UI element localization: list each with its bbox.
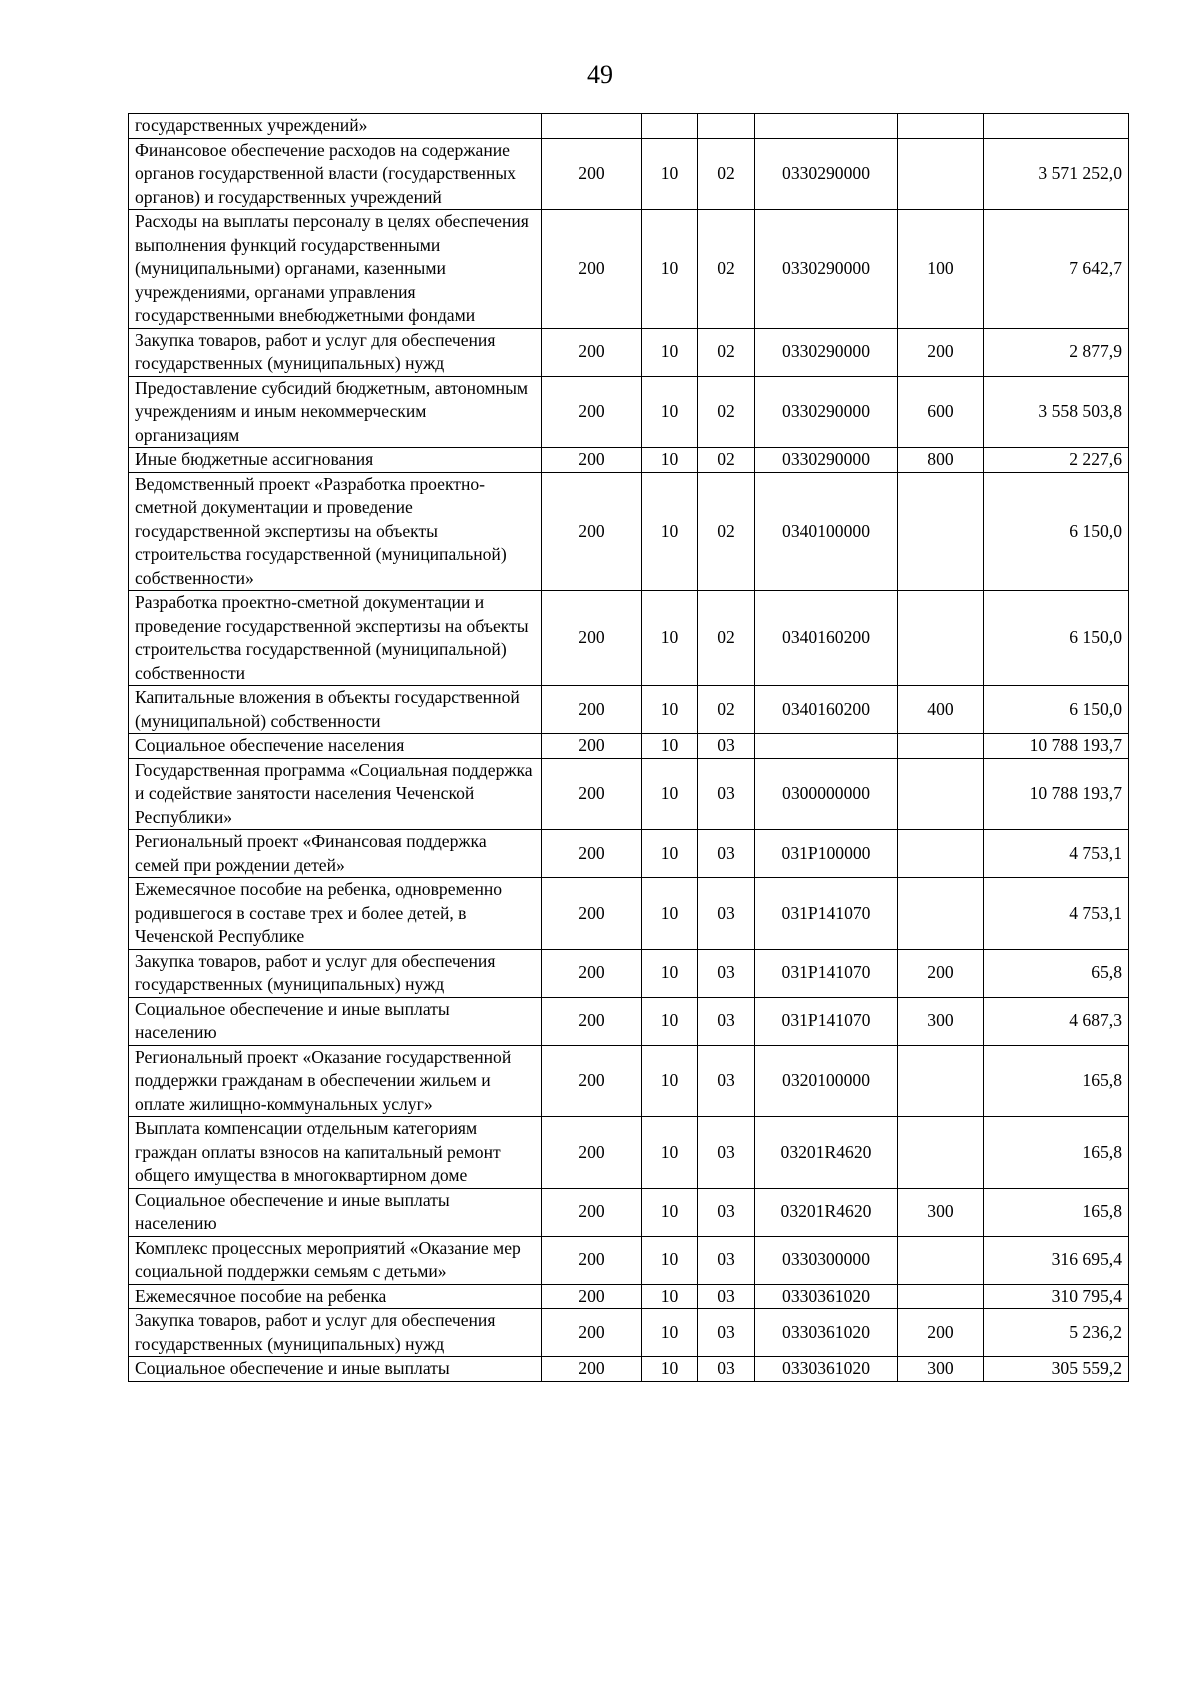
target-article-cell: 031P141070 bbox=[755, 997, 898, 1045]
section-code-cell: 10 bbox=[642, 328, 698, 376]
section-code-cell: 10 bbox=[642, 758, 698, 830]
target-article-cell: 031P100000 bbox=[755, 830, 898, 878]
section-code-cell bbox=[642, 114, 698, 139]
target-article-cell: 0330290000 bbox=[755, 138, 898, 210]
expense-type-cell: 400 bbox=[898, 686, 984, 734]
row-name-cell: Выплата компенсации отдельным категориям граждан оплаты взносов на капитальный ремонт общего имущества в многоквартирном доме bbox=[129, 1117, 542, 1189]
amount-cell: 4 753,1 bbox=[984, 830, 1129, 878]
row-name-cell: Разработка проектно-сметной документации и проведение государственной экспертизы на объекты строительства государственной (муниципальной) собственности bbox=[129, 591, 542, 686]
admin-code-cell: 200 bbox=[542, 878, 642, 950]
target-article-cell: 0340100000 bbox=[755, 472, 898, 591]
admin-code-cell: 200 bbox=[542, 686, 642, 734]
row-name-cell: Государственная программа «Социальная поддержка и содействие занятости населения Чеченской Республики» bbox=[129, 758, 542, 830]
table-row bbox=[129, 686, 1129, 734]
amount-cell: 2 227,6 bbox=[984, 448, 1129, 473]
row-name-cell: государственных учреждений» bbox=[129, 114, 542, 139]
target-article-cell bbox=[755, 114, 898, 139]
subsection-code-cell: 03 bbox=[698, 878, 755, 950]
amount-cell: 65,8 bbox=[984, 949, 1129, 997]
table-row bbox=[129, 114, 1129, 139]
expense-type-cell bbox=[898, 1117, 984, 1189]
table-row bbox=[129, 210, 1129, 329]
expense-type-cell: 200 bbox=[898, 1309, 984, 1357]
expense-type-cell bbox=[898, 1236, 984, 1284]
amount-cell: 10 788 193,7 bbox=[984, 734, 1129, 759]
table-row bbox=[129, 1188, 1129, 1236]
row-name-cell: Финансовое обеспечение расходов на содержание органов государственной власти (государственных органов) и государственных учреждений bbox=[129, 138, 542, 210]
expense-type-cell bbox=[898, 138, 984, 210]
admin-code-cell: 200 bbox=[542, 138, 642, 210]
table-row bbox=[129, 1309, 1129, 1357]
table-row bbox=[129, 949, 1129, 997]
section-code-cell: 10 bbox=[642, 138, 698, 210]
admin-code-cell: 200 bbox=[542, 734, 642, 759]
admin-code-cell: 200 bbox=[542, 997, 642, 1045]
amount-cell: 6 150,0 bbox=[984, 591, 1129, 686]
expense-type-cell: 300 bbox=[898, 1188, 984, 1236]
target-article-cell: 0330290000 bbox=[755, 210, 898, 329]
amount-cell: 6 150,0 bbox=[984, 472, 1129, 591]
table-row bbox=[129, 1357, 1129, 1382]
subsection-code-cell: 03 bbox=[698, 1309, 755, 1357]
target-article-cell: 0300000000 bbox=[755, 758, 898, 830]
row-name-cell: Социальное обеспечение и иные выплаты населению bbox=[129, 997, 542, 1045]
target-article-cell: 031P141070 bbox=[755, 878, 898, 950]
target-article-cell bbox=[755, 734, 898, 759]
subsection-code-cell: 03 bbox=[698, 1117, 755, 1189]
section-code-cell: 10 bbox=[642, 1284, 698, 1309]
amount-cell: 165,8 bbox=[984, 1117, 1129, 1189]
amount-cell: 7 642,7 bbox=[984, 210, 1129, 329]
admin-code-cell: 200 bbox=[542, 1309, 642, 1357]
target-article-cell: 0340160200 bbox=[755, 591, 898, 686]
expense-type-cell: 200 bbox=[898, 328, 984, 376]
subsection-code-cell: 02 bbox=[698, 210, 755, 329]
admin-code-cell: 200 bbox=[542, 1357, 642, 1382]
amount-cell: 4 753,1 bbox=[984, 878, 1129, 950]
amount-cell: 165,8 bbox=[984, 1045, 1129, 1117]
target-article-cell: 0330290000 bbox=[755, 328, 898, 376]
expense-type-cell bbox=[898, 1045, 984, 1117]
target-article-cell: 0330361020 bbox=[755, 1357, 898, 1382]
admin-code-cell: 200 bbox=[542, 830, 642, 878]
target-article-cell: 0320100000 bbox=[755, 1045, 898, 1117]
admin-code-cell: 200 bbox=[542, 472, 642, 591]
subsection-code-cell: 02 bbox=[698, 376, 755, 448]
table-row bbox=[129, 376, 1129, 448]
section-code-cell: 10 bbox=[642, 1045, 698, 1117]
subsection-code-cell: 03 bbox=[698, 830, 755, 878]
admin-code-cell: 200 bbox=[542, 1236, 642, 1284]
section-code-cell: 10 bbox=[642, 1309, 698, 1357]
target-article-cell: 03201R4620 bbox=[755, 1188, 898, 1236]
subsection-code-cell: 03 bbox=[698, 1284, 755, 1309]
row-name-cell: Капитальные вложения в объекты государственной (муниципальной) собственности bbox=[129, 686, 542, 734]
row-name-cell: Социальное обеспечение населения bbox=[129, 734, 542, 759]
amount-cell: 6 150,0 bbox=[984, 686, 1129, 734]
table-row bbox=[129, 472, 1129, 591]
amount-cell bbox=[984, 114, 1129, 139]
expense-type-cell bbox=[898, 830, 984, 878]
target-article-cell: 03201R4620 bbox=[755, 1117, 898, 1189]
table-row bbox=[129, 1117, 1129, 1189]
subsection-code-cell: 03 bbox=[698, 734, 755, 759]
row-name-cell: Социальное обеспечение и иные выплаты bbox=[129, 1357, 542, 1382]
row-name-cell: Ведомственный проект «Разработка проектно-сметной документации и проведение государственной экспертизы на объекты строительства государственной (муниципальной) собственности» bbox=[129, 472, 542, 591]
row-name-cell: Расходы на выплаты персоналу в целях обеспечения выполнения функций государственными (муниципальными) органами, казенными учреждениями, органами управления государственными внебюджетными фондами bbox=[129, 210, 542, 329]
admin-code-cell: 200 bbox=[542, 210, 642, 329]
row-name-cell: Иные бюджетные ассигнования bbox=[129, 448, 542, 473]
row-name-cell: Закупка товаров, работ и услуг для обеспечения государственных (муниципальных) нужд bbox=[129, 328, 542, 376]
subsection-code-cell bbox=[698, 114, 755, 139]
section-code-cell: 10 bbox=[642, 448, 698, 473]
expense-type-cell: 600 bbox=[898, 376, 984, 448]
target-article-cell: 0330361020 bbox=[755, 1284, 898, 1309]
table-row bbox=[129, 138, 1129, 210]
row-name-cell: Ежемесячное пособие на ребенка, одновременно родившегося в составе трех и более детей, в Чеченской Республике bbox=[129, 878, 542, 950]
table-row bbox=[129, 1236, 1129, 1284]
admin-code-cell: 200 bbox=[542, 448, 642, 473]
section-code-cell: 10 bbox=[642, 734, 698, 759]
row-name-cell: Региональный проект «Финансовая поддержка семей при рождении детей» bbox=[129, 830, 542, 878]
amount-cell: 310 795,4 bbox=[984, 1284, 1129, 1309]
table-row bbox=[129, 328, 1129, 376]
subsection-code-cell: 02 bbox=[698, 448, 755, 473]
expense-type-cell bbox=[898, 114, 984, 139]
admin-code-cell: 200 bbox=[542, 376, 642, 448]
expense-type-cell: 100 bbox=[898, 210, 984, 329]
section-code-cell: 10 bbox=[642, 686, 698, 734]
amount-cell: 3 558 503,8 bbox=[984, 376, 1129, 448]
section-code-cell: 10 bbox=[642, 1357, 698, 1382]
expense-type-cell: 800 bbox=[898, 448, 984, 473]
admin-code-cell: 200 bbox=[542, 949, 642, 997]
subsection-code-cell: 03 bbox=[698, 758, 755, 830]
section-code-cell: 10 bbox=[642, 949, 698, 997]
section-code-cell: 10 bbox=[642, 376, 698, 448]
target-article-cell: 0330290000 bbox=[755, 448, 898, 473]
target-article-cell: 0340160200 bbox=[755, 686, 898, 734]
section-code-cell: 10 bbox=[642, 1117, 698, 1189]
row-name-cell: Закупка товаров, работ и услуг для обеспечения государственных (муниципальных) нужд bbox=[129, 949, 542, 997]
expense-type-cell bbox=[898, 878, 984, 950]
subsection-code-cell: 03 bbox=[698, 1188, 755, 1236]
table-row bbox=[129, 758, 1129, 830]
table-row bbox=[129, 1045, 1129, 1117]
target-article-cell: 0330361020 bbox=[755, 1309, 898, 1357]
target-article-cell: 0330300000 bbox=[755, 1236, 898, 1284]
amount-cell: 305 559,2 bbox=[984, 1357, 1129, 1382]
admin-code-cell: 200 bbox=[542, 758, 642, 830]
amount-cell: 2 877,9 bbox=[984, 328, 1129, 376]
amount-cell: 316 695,4 bbox=[984, 1236, 1129, 1284]
admin-code-cell: 200 bbox=[542, 1045, 642, 1117]
section-code-cell: 10 bbox=[642, 210, 698, 329]
section-code-cell: 10 bbox=[642, 997, 698, 1045]
subsection-code-cell: 03 bbox=[698, 949, 755, 997]
section-code-cell: 10 bbox=[642, 878, 698, 950]
section-code-cell: 10 bbox=[642, 1188, 698, 1236]
subsection-code-cell: 02 bbox=[698, 472, 755, 591]
table-row bbox=[129, 1284, 1129, 1309]
expense-type-cell: 300 bbox=[898, 1357, 984, 1382]
subsection-code-cell: 03 bbox=[698, 1045, 755, 1117]
row-name-cell: Региональный проект «Оказание государственной поддержки гражданам в обеспечении жильем и оплате жилищно-коммунальных услуг» bbox=[129, 1045, 542, 1117]
admin-code-cell bbox=[542, 114, 642, 139]
amount-cell: 3 571 252,0 bbox=[984, 138, 1129, 210]
amount-cell: 10 788 193,7 bbox=[984, 758, 1129, 830]
subsection-code-cell: 02 bbox=[698, 686, 755, 734]
amount-cell: 4 687,3 bbox=[984, 997, 1129, 1045]
table-row bbox=[129, 448, 1129, 473]
admin-code-cell: 200 bbox=[542, 328, 642, 376]
row-name-cell: Социальное обеспечение и иные выплаты населению bbox=[129, 1188, 542, 1236]
table-row bbox=[129, 878, 1129, 950]
amount-cell: 165,8 bbox=[984, 1188, 1129, 1236]
subsection-code-cell: 03 bbox=[698, 1357, 755, 1382]
expense-type-cell bbox=[898, 734, 984, 759]
section-code-cell: 10 bbox=[642, 472, 698, 591]
section-code-cell: 10 bbox=[642, 1236, 698, 1284]
row-name-cell: Ежемесячное пособие на ребенка bbox=[129, 1284, 542, 1309]
amount-cell: 5 236,2 bbox=[984, 1309, 1129, 1357]
table-row bbox=[129, 997, 1129, 1045]
budget-table bbox=[128, 113, 1129, 1382]
row-name-cell: Предоставление субсидий бюджетным, автономным учреждениям и иным некоммерческим организациям bbox=[129, 376, 542, 448]
subsection-code-cell: 03 bbox=[698, 997, 755, 1045]
budget-table-body bbox=[129, 114, 1129, 1382]
expense-type-cell bbox=[898, 472, 984, 591]
target-article-cell: 0330290000 bbox=[755, 376, 898, 448]
subsection-code-cell: 02 bbox=[698, 328, 755, 376]
expense-type-cell: 300 bbox=[898, 997, 984, 1045]
subsection-code-cell: 02 bbox=[698, 138, 755, 210]
target-article-cell: 031P141070 bbox=[755, 949, 898, 997]
expense-type-cell: 200 bbox=[898, 949, 984, 997]
subsection-code-cell: 02 bbox=[698, 591, 755, 686]
admin-code-cell: 200 bbox=[542, 1284, 642, 1309]
expense-type-cell bbox=[898, 591, 984, 686]
page-number: 49 bbox=[587, 60, 613, 89]
table-row bbox=[129, 830, 1129, 878]
row-name-cell: Комплекс процессных мероприятий «Оказание мер социальной поддержки семьям с детьми» bbox=[129, 1236, 542, 1284]
admin-code-cell: 200 bbox=[542, 1117, 642, 1189]
section-code-cell: 10 bbox=[642, 591, 698, 686]
expense-type-cell bbox=[898, 1284, 984, 1309]
row-name-cell: Закупка товаров, работ и услуг для обеспечения государственных (муниципальных) нужд bbox=[129, 1309, 542, 1357]
subsection-code-cell: 03 bbox=[698, 1236, 755, 1284]
section-code-cell: 10 bbox=[642, 830, 698, 878]
table-row bbox=[129, 591, 1129, 686]
admin-code-cell: 200 bbox=[542, 1188, 642, 1236]
table-row bbox=[129, 734, 1129, 759]
expense-type-cell bbox=[898, 758, 984, 830]
admin-code-cell: 200 bbox=[542, 591, 642, 686]
